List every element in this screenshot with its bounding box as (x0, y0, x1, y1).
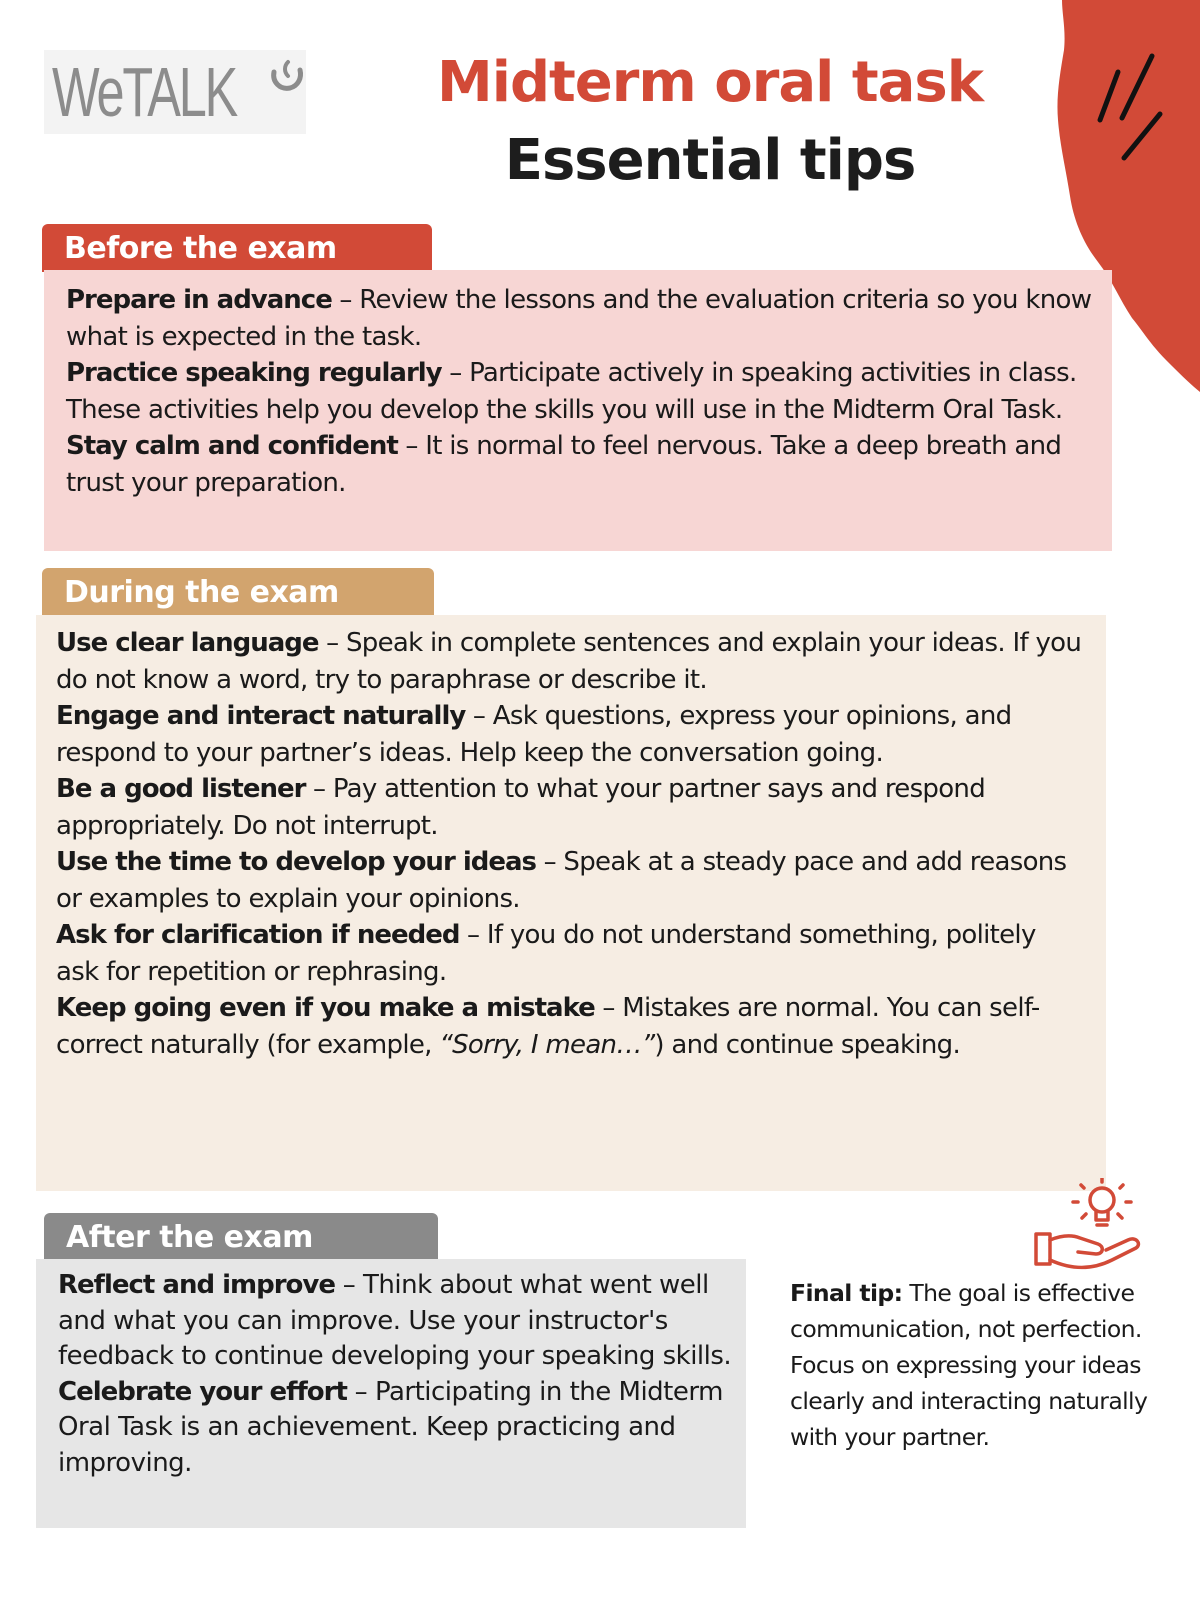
after-exam-heading-text: After the exam (66, 1220, 313, 1255)
tip-item (56, 917, 1084, 990)
lightbulb-hand-icon (1032, 1178, 1144, 1282)
tip-item (66, 355, 1092, 428)
tip-title: Be a good listener (56, 774, 306, 804)
tip-title: Use the time to develop your ideas (56, 847, 536, 877)
tip-text: – Participate actively in speaking activities in class. These activities help you develop the skills you will use in the Midterm Oral Task. (66, 358, 1077, 425)
tip-title: Stay calm and confident (66, 431, 398, 461)
during-exam-panel (36, 615, 1106, 1191)
page-title: Midterm oral task (437, 50, 983, 115)
tip-title: Use clear language (56, 628, 319, 658)
tip-title: Engage and interact naturally (56, 701, 466, 731)
after-exam-heading (44, 1213, 438, 1261)
tip-item (56, 990, 1084, 1063)
tip-text: – Mistakes are normal. You can self-correct naturally (for example, (56, 993, 1040, 1060)
tip-text: – Pay attention to what your partner says and respond appropriately. Do not interrupt. (56, 774, 986, 841)
after-exam-panel (36, 1259, 746, 1528)
final-tip-label: Final tip: (790, 1279, 903, 1307)
tip-text: – Think about what went well and what you can improve. Use your instructor's feedback to continue developing your speaking skills. (58, 1270, 732, 1371)
before-exam-heading (42, 224, 432, 272)
before-exam-heading-text: Before the exam (64, 231, 337, 266)
tip-title: Reflect and improve (58, 1270, 336, 1300)
tip-text: – Participating in the Midterm Oral Task is an achievement. Keep practicing and improving. (58, 1376, 723, 1478)
tip-item (56, 771, 1084, 844)
tip-text: – Review the lessons and the evaluation criteria so you know what is expected in the task. (66, 285, 1092, 352)
during-exam-heading-text: During the exam (64, 575, 339, 610)
tip-text: – Ask questions, express your opinions, and respond to your partner’s ideas. Help keep the conversation going. (56, 701, 1012, 768)
tip-title: Practice speaking regularly (66, 358, 442, 388)
tip-item (66, 428, 1092, 501)
swirl-logo-icon (266, 58, 306, 94)
wetalk-logo (44, 50, 306, 134)
tip-text: ) and continue speaking. (654, 1029, 961, 1060)
tip-text: – If you do not understand something, politely ask for repetition or rephrasing. (56, 920, 1036, 987)
tip-text: – Speak in complete sentences and explain your ideas. If you do not know a word, try to paraphrase or describe it. (56, 628, 1082, 695)
final-tip (790, 1275, 1150, 1455)
before-exam-panel (44, 270, 1112, 551)
tip-title: Celebrate your effort (58, 1376, 347, 1407)
final-tip-text: The goal is effective communication, not perfection. Focus on expressing your ideas clearly and interacting naturally with your partner. (790, 1279, 1148, 1451)
tip-title: Prepare in advance (66, 285, 332, 315)
tip-item (56, 844, 1084, 917)
tip-title: Keep going even if you make a mistake (56, 993, 595, 1023)
tip-title: Ask for clarification if needed (56, 920, 460, 950)
tip-item (56, 625, 1084, 698)
logo-text: WeTALK (52, 53, 237, 131)
tip-text: – Speak at a steady pace and add reasons or examples to explain your opinions. (56, 847, 1067, 914)
tip-item (66, 282, 1092, 355)
page-subtitle: Essential tips (504, 128, 916, 193)
tip-item (56, 698, 1084, 771)
tip-item (58, 1375, 734, 1482)
during-exam-heading (42, 568, 434, 616)
tip-quote: “Sorry, I mean…” (439, 1029, 655, 1060)
tip-item (58, 1268, 734, 1375)
tip-text: – It is normal to feel nervous. Take a deep breath and trust your preparation. (66, 431, 1062, 498)
